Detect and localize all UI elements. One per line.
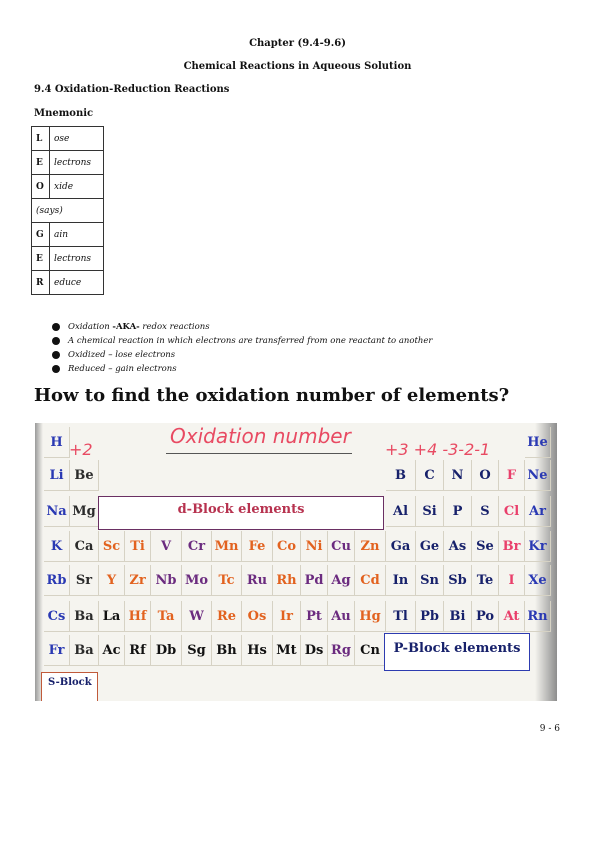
element-ar: Ar [525,496,551,527]
element-pb: Pb [416,601,444,632]
element-po: Po [472,601,499,632]
element-ca: Ca [70,531,99,562]
element-ni: Ni [301,531,328,562]
group2-oxidation-label: +2 [69,440,93,459]
mnemonic-says: (says) [32,199,104,223]
mnemonic-rest: educe [50,271,104,295]
element-cd: Cd [355,565,386,596]
mnemonic-row [32,223,104,247]
element-k: K [44,531,70,562]
element-mo: Mo [182,565,212,596]
element-fe: Fe [242,531,273,562]
mnemonic-row [32,247,104,271]
element-ti: Ti [125,531,151,562]
s-block-label: S-Block [41,672,98,701]
mnemonic-rest: ose [50,127,104,151]
bullet-text: Reduced – gain electrons [68,364,177,374]
element-sn: Sn [416,565,444,596]
element-fr: Fr [44,635,70,666]
element-w: W [182,601,212,632]
element-ag: Ag [328,565,355,596]
chapter-subtitle: Chemical Reactions in Aqueous Solution [183,61,412,72]
element-he: He [525,427,551,458]
bullet-text: Oxidation [68,322,113,332]
bullet-item [52,334,432,348]
mnemonic-letter: E [32,247,50,271]
element-pt: Pt [301,601,328,632]
bullet-dot-icon [52,351,60,359]
element-ds: Ds [301,635,328,666]
bullet-dot-icon [52,365,60,373]
mnemonic-row [32,151,104,175]
element-se: Se [472,531,499,562]
bullet-list [52,320,432,376]
bullet-dot-icon [52,337,60,345]
element-zn: Zn [355,531,386,562]
mnemonic-letter: L [32,127,50,151]
element-rg: Rg [328,635,355,666]
element-rb: Rb [44,565,70,596]
element-ta: Ta [151,601,182,632]
p-groups-oxidation-label: +3 +4 -3-2-1 [385,440,491,459]
element-v: V [151,531,182,562]
element-rn: Rn [525,601,551,632]
element-li: Li [44,460,70,491]
bullet-item [52,348,432,362]
element-y: Y [99,565,125,596]
bullet-aka: -AKA- [112,322,140,332]
oxidation-number-title: Oxidation number [170,424,351,448]
mnemonic-letter: O [32,175,50,199]
bullet-text: redox reactions [139,322,210,332]
element-bh: Bh [212,635,242,666]
element-ac: Ac [99,635,125,666]
mnemonic-label: Mnemonic [34,108,94,119]
element-ne: Ne [525,460,551,491]
element-sr: Sr [70,565,99,596]
bullet-text: A chemical reaction in which electrons are transferred from one reactant to another [68,336,433,346]
element-tc: Tc [212,565,242,596]
element-sc: Sc [99,531,125,562]
element-cr: Cr [182,531,212,562]
element-ru: Ru [242,565,273,596]
element-in: In [386,565,416,596]
element-br: Br [499,531,525,562]
element-ba: Ba [70,601,99,632]
mnemonic-rest: xide [50,175,104,199]
element-ge: Ge [416,531,444,562]
mnemonic-letter: G [32,223,50,247]
element-zr: Zr [125,565,151,596]
bullet-dot-icon [52,323,60,331]
element-al: Al [386,496,416,527]
element-re: Re [212,601,242,632]
element-as: As [444,531,472,562]
element-cn: Cn [355,635,386,666]
mnemonic-rest: ain [50,223,104,247]
mnemonic-rest: lectrons [50,151,104,175]
mnemonic-table [31,126,104,295]
section-title: 9.4 Oxidation-Reduction Reactions [34,84,230,95]
element-kr: Kr [525,531,551,562]
element-db: Db [151,635,182,666]
left-edge-shade [35,423,43,701]
mnemonic-row [32,199,104,223]
element-n: N [444,460,472,491]
element-bi: Bi [444,601,472,632]
element-cl: Cl [499,496,525,527]
element-os: Os [242,601,273,632]
element-co: Co [273,531,301,562]
element-cs: Cs [44,601,70,632]
element-rh: Rh [273,565,301,596]
element-la: La [99,601,125,632]
d-block-label: d-Block elements [98,496,384,530]
element-b: B [386,460,416,491]
element-h: H [44,427,70,458]
mnemonic-row [32,271,104,295]
element-hg: Hg [355,601,386,632]
bullet-item [52,362,432,376]
element-mg: Mg [70,496,99,527]
mnemonic-rest: lectrons [50,247,104,271]
element-at: At [499,601,525,632]
bullet-item [52,320,432,334]
element-sg: Sg [182,635,212,666]
element-au: Au [328,601,355,632]
element-be: Be [70,460,99,491]
element-mt: Mt [273,635,301,666]
element-na: Na [44,496,70,527]
mnemonic-row [32,175,104,199]
element-ba: Ba [70,635,99,666]
element-sb: Sb [444,565,472,596]
element-ir: Ir [273,601,301,632]
element-mn: Mn [212,531,242,562]
element-nb: Nb [151,565,182,596]
element-te: Te [472,565,499,596]
element-o: O [472,460,499,491]
element-f: F [499,460,525,491]
element-pd: Pd [301,565,328,596]
page-number: 9 - 6 [539,724,560,734]
element-si: Si [416,496,444,527]
p-block-label: P-Block elements [384,633,530,671]
element-rf: Rf [125,635,151,666]
element-hf: Hf [125,601,151,632]
element-c: C [416,460,444,491]
bullet-text: Oxidized – lose electrons [68,350,176,360]
mnemonic-row [32,127,104,151]
chapter-heading: Chapter (9.4-9.6) [249,38,346,49]
element-tl: Tl [386,601,416,632]
element-ga: Ga [386,531,416,562]
element-xe: Xe [525,565,551,596]
element-s: S [472,496,499,527]
title-underline [166,453,352,454]
question-heading: How to find the oxidation number of elements? [34,385,510,406]
mnemonic-letter: R [32,271,50,295]
element-i: I [499,565,525,596]
element-cu: Cu [328,531,355,562]
element-p: P [444,496,472,527]
mnemonic-letter: E [32,151,50,175]
element-hs: Hs [242,635,273,666]
